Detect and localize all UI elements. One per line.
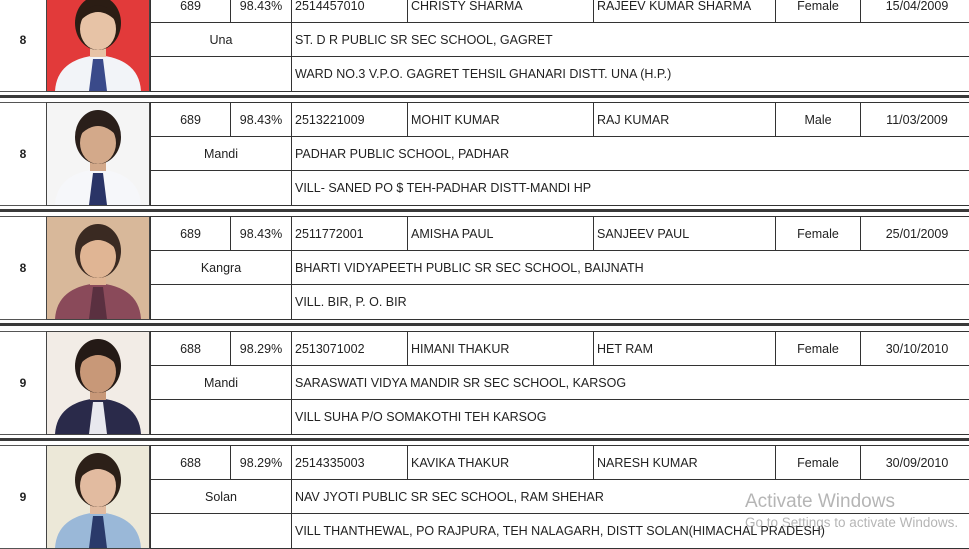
district-cell: Kangra (150, 250, 292, 285)
roll-number-cell: 2514457010 (291, 0, 408, 23)
rank-cell: 8 (0, 0, 46, 92)
roll-number-cell: 2511772001 (291, 216, 408, 251)
student-name-cell: KAVIKA THAKUR (407, 445, 594, 480)
dob-cell: 30/10/2010 (860, 331, 969, 366)
marks-cell: 689 (150, 0, 231, 23)
dob-cell: 30/09/2010 (860, 445, 969, 480)
percentage-cell: 98.29% (230, 445, 292, 480)
gender-cell: Female (775, 331, 861, 366)
address-cell: VILL THANTHEWAL, PO RAJPURA, TEH NALAGARH, DISTT SOLAN(HIMACHAL PRADESH) (291, 513, 969, 549)
dob-cell: 11/03/2009 (860, 102, 969, 137)
student-photo (46, 0, 150, 92)
gender-cell: Female (775, 445, 861, 480)
marks-cell: 689 (150, 216, 231, 251)
blank-cell (150, 399, 292, 435)
district-cell: Una (150, 22, 292, 57)
record-separator (0, 438, 969, 441)
father-name-cell: SANJEEV PAUL (593, 216, 776, 251)
marks-cell: 688 (150, 445, 231, 480)
blank-cell (150, 170, 292, 206)
address-cell: WARD NO.3 V.P.O. GAGRET TEHSIL GHANARI DISTT. UNA (H.P.) (291, 56, 969, 92)
school-name-cell: BHARTI VIDYAPEETH PUBLIC SR SEC SCHOOL, BAIJNATH (291, 250, 969, 285)
merit-record (0, 445, 969, 549)
student-photo (46, 331, 150, 435)
roll-number-cell: 2514335003 (291, 445, 408, 480)
rank-cell: 9 (0, 445, 46, 549)
district-cell: Mandi (150, 365, 292, 400)
school-name-cell: ST. D R PUBLIC SR SEC SCHOOL, GAGRET (291, 22, 969, 57)
gender-cell: Female (775, 216, 861, 251)
roll-number-cell: 2513221009 (291, 102, 408, 137)
father-name-cell: RAJEEV KUMAR SHARMA (593, 0, 776, 23)
school-name-cell: NAV JYOTI PUBLIC SR SEC SCHOOL, RAM SHEHAR (291, 479, 969, 514)
percentage-cell: 98.43% (230, 216, 292, 251)
blank-cell (150, 284, 292, 320)
rank-cell: 9 (0, 331, 46, 435)
record-separator (0, 209, 969, 212)
merit-record (0, 331, 969, 435)
dob-cell: 25/01/2009 (860, 216, 969, 251)
dob-cell: 15/04/2009 (860, 0, 969, 23)
address-cell: VILL. BIR, P. O. BIR (291, 284, 969, 320)
student-photo (46, 102, 150, 206)
student-photo (46, 445, 150, 549)
district-cell: Solan (150, 479, 292, 514)
school-name-cell: PADHAR PUBLIC SCHOOL, PADHAR (291, 136, 969, 171)
marks-cell: 688 (150, 331, 231, 366)
marks-cell: 689 (150, 102, 231, 137)
rank-cell: 8 (0, 216, 46, 320)
gender-cell: Male (775, 102, 861, 137)
merit-record (0, 0, 969, 92)
student-name-cell: CHRISTY SHARMA (407, 0, 594, 23)
record-separator (0, 323, 969, 326)
father-name-cell: RAJ KUMAR (593, 102, 776, 137)
blank-cell (150, 56, 292, 92)
father-name-cell: NARESH KUMAR (593, 445, 776, 480)
address-cell: VILL- SANED PO $ TEH-PADHAR DISTT-MANDI HP (291, 170, 969, 206)
watermark-title: Activate Windows (745, 491, 895, 512)
watermark-subtitle: Go to Settings to activate Windows. (745, 515, 959, 530)
record-separator (0, 95, 969, 98)
district-cell: Mandi (150, 136, 292, 171)
student-photo (46, 216, 150, 320)
percentage-cell: 98.43% (230, 102, 292, 137)
roll-number-cell: 2513071002 (291, 331, 408, 366)
address-cell: VILL SUHA P/O SOMAKOTHI TEH KARSOG (291, 399, 969, 435)
student-name-cell: AMISHA PAUL (407, 216, 594, 251)
percentage-cell: 98.29% (230, 331, 292, 366)
merit-record (0, 216, 969, 320)
school-name-cell: SARASWATI VIDYA MANDIR SR SEC SCHOOL, KARSOG (291, 365, 969, 400)
merit-record (0, 102, 969, 206)
student-name-cell: HIMANI THAKUR (407, 331, 594, 366)
rank-cell: 8 (0, 102, 46, 206)
percentage-cell: 98.43% (230, 0, 292, 23)
student-name-cell: MOHIT KUMAR (407, 102, 594, 137)
father-name-cell: HET RAM (593, 331, 776, 366)
gender-cell: Female (775, 0, 861, 23)
